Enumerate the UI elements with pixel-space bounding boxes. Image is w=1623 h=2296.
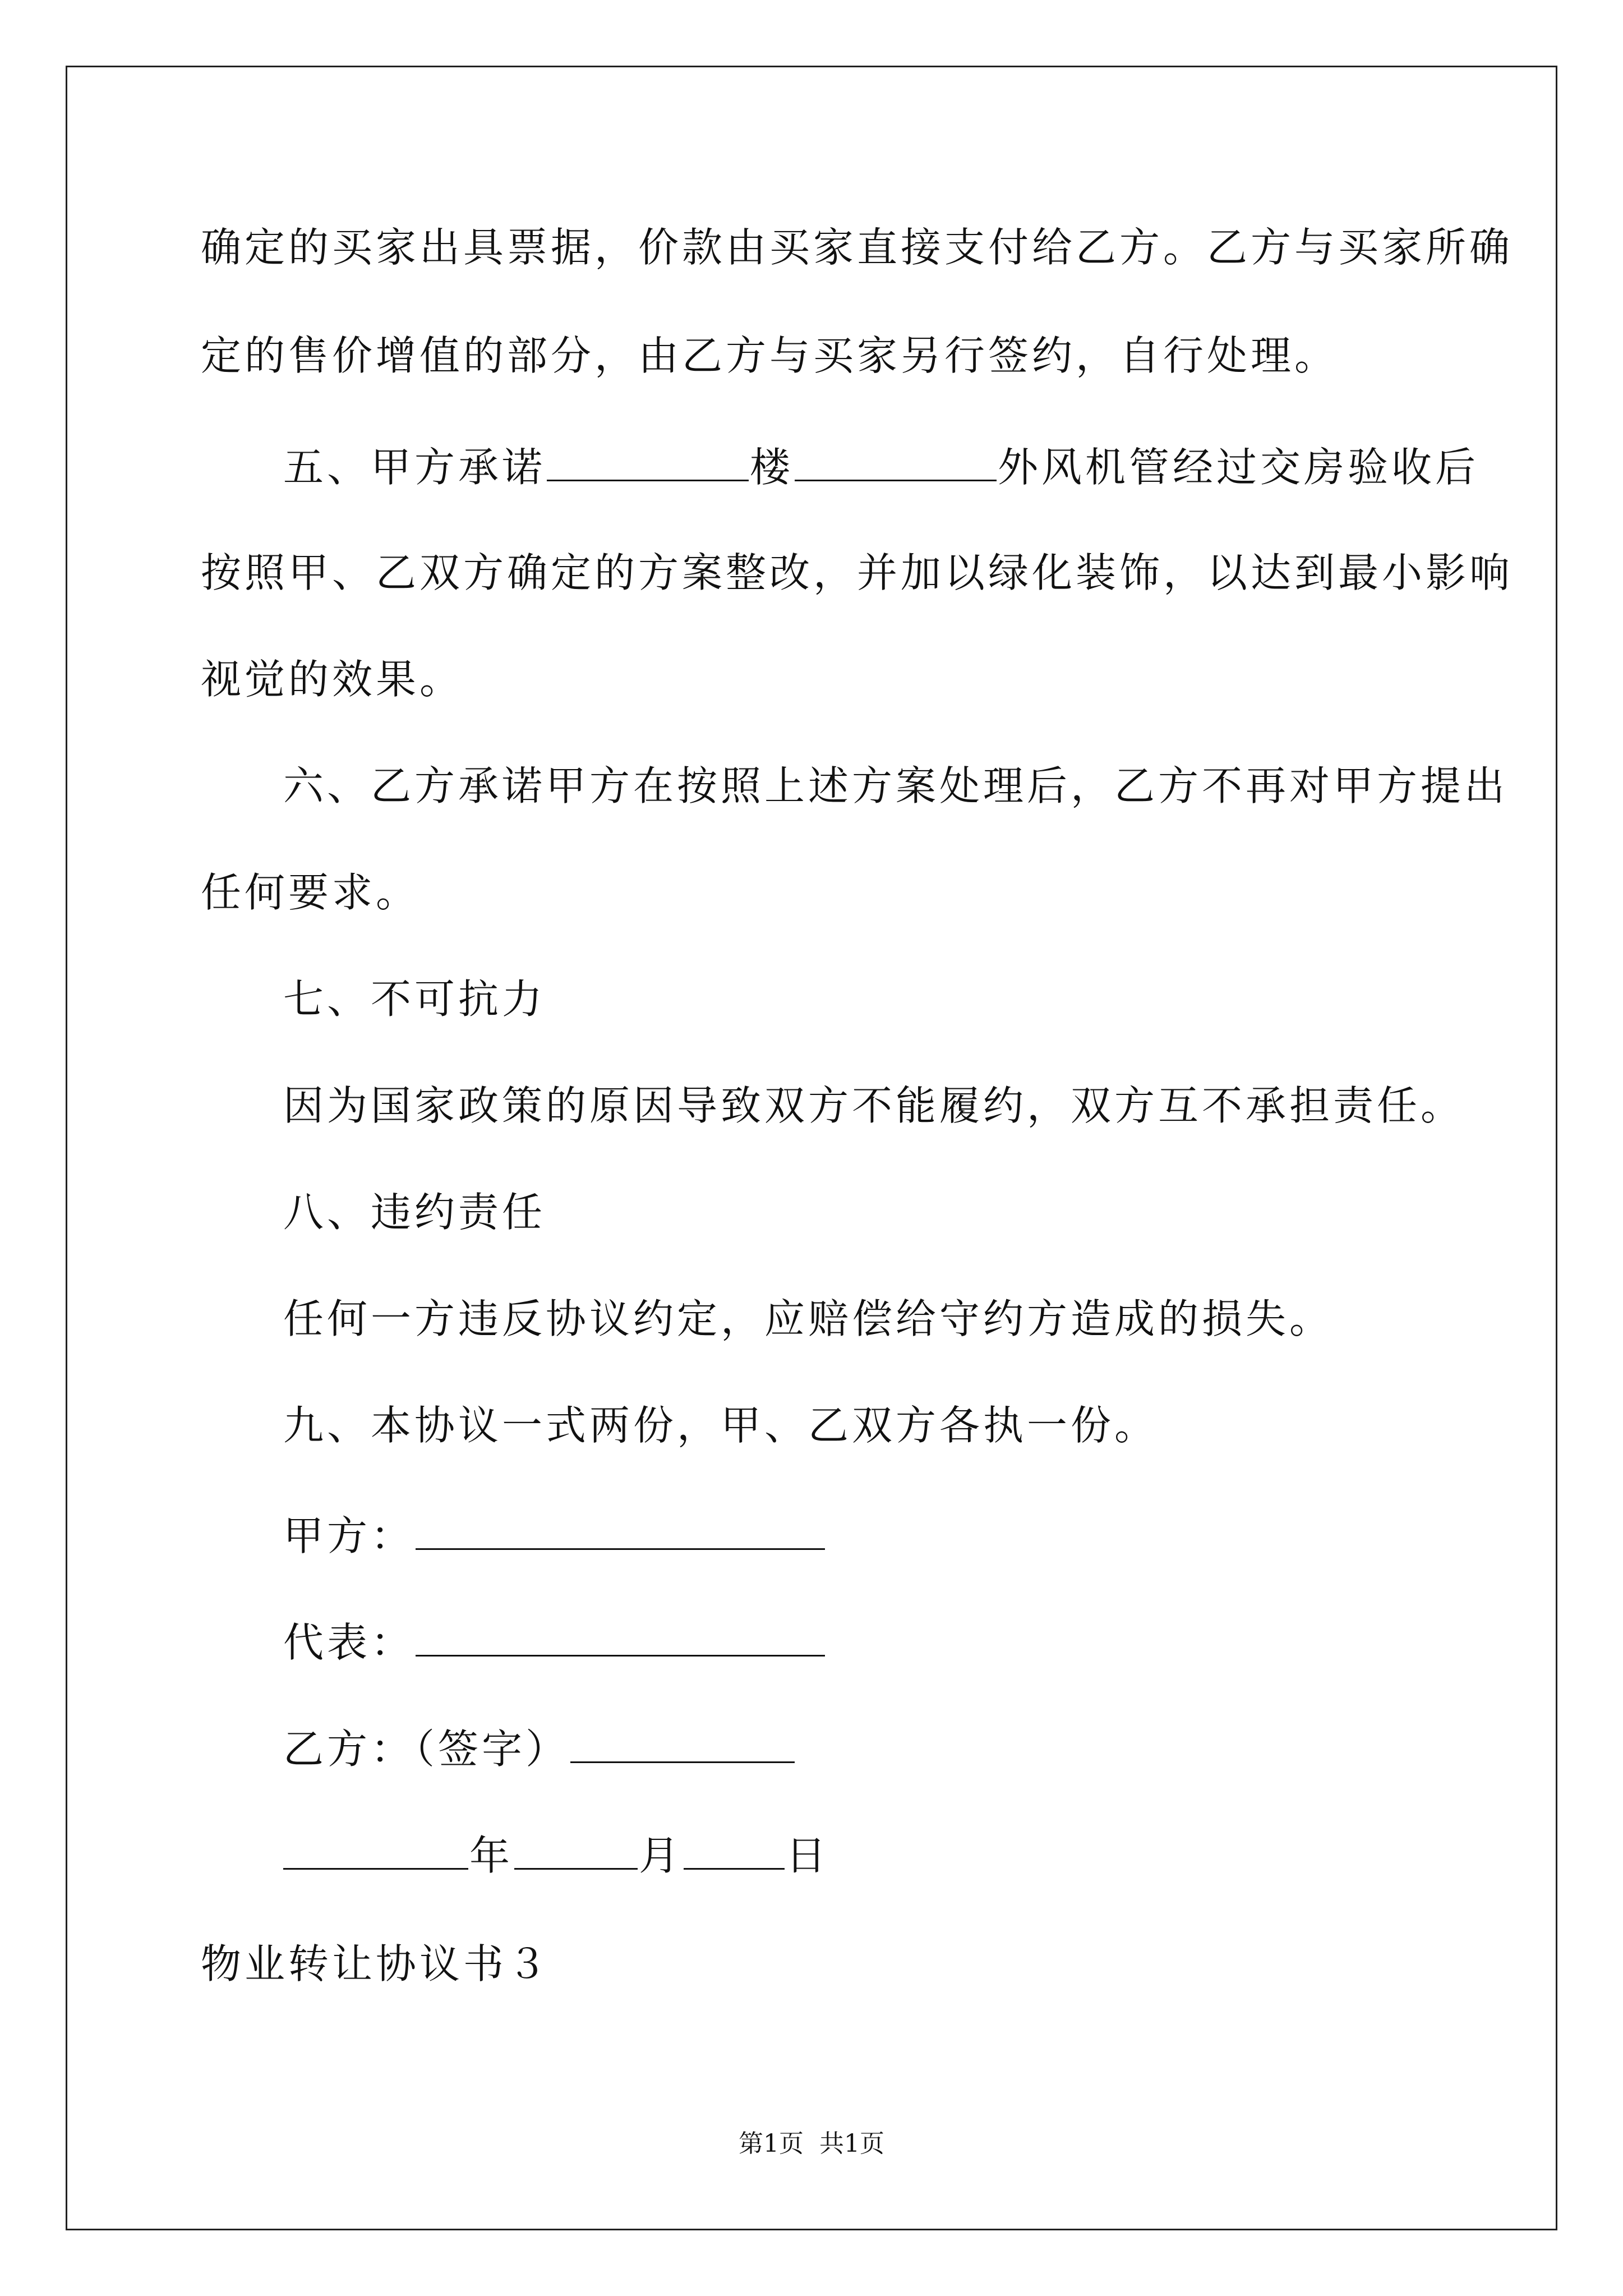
representative-blank[interactable]	[416, 1621, 825, 1657]
month-blank[interactable]	[514, 1834, 638, 1870]
body-line: 确定的买家出具票据，价款由买家直接支付给乙方。乙方与买家所确	[201, 224, 1514, 271]
date-line	[283, 1832, 830, 1879]
day-blank[interactable]	[684, 1834, 785, 1870]
party-a-blank[interactable]	[416, 1515, 825, 1550]
clause-9: 九、本协议一式两份，甲、乙双方各执一份。	[283, 1402, 1159, 1449]
body-line: 定的售价增值的部分，由乙方与买家另行签约，自行处理。	[201, 332, 1339, 379]
clause-5-middle: 楼	[750, 444, 794, 491]
clause-8-heading: 八、违约责任	[283, 1189, 546, 1236]
party-b-label: 乙方：（签字）	[283, 1726, 570, 1773]
party-a-label: 甲方：	[283, 1512, 415, 1559]
page-frame	[66, 66, 1557, 2230]
clause-6: 六、乙方承诺甲方在按照上述方案处理后，乙方不再对甲方提出	[283, 762, 1509, 809]
page-current: 第1页	[739, 2129, 804, 2158]
page-total: 共1页	[819, 2129, 884, 2158]
next-document-heading: 物业转让协议书３	[201, 1940, 551, 1987]
representative-signature-line	[283, 1619, 826, 1666]
clause-5-line	[283, 444, 1479, 491]
clause-8-text: 任何一方违反协议约定，应赔偿给守约方造成的损失。	[283, 1295, 1334, 1342]
building-blank-2[interactable]	[795, 446, 997, 481]
body-line: 视觉的效果。	[201, 656, 464, 703]
clause-5-prefix: 五、甲方承诺	[283, 444, 546, 491]
year-blank[interactable]	[283, 1834, 468, 1870]
clause-7-text: 因为国家政策的原因导致双方不能履约，双方互不承担责任。	[283, 1082, 1465, 1129]
page-footer	[0, 2129, 1623, 2158]
party-b-blank[interactable]	[570, 1728, 795, 1763]
clause-5-suffix: 外风机管经过交房验收后	[998, 444, 1479, 491]
party-b-signature-line	[283, 1726, 796, 1773]
body-line: 按照甲、乙双方确定的方案整改，并加以绿化装饰，以达到最小影响	[201, 549, 1514, 596]
party-a-signature-line	[283, 1512, 826, 1559]
representative-label: 代表：	[283, 1619, 415, 1666]
month-label: 月	[639, 1832, 683, 1879]
building-blank-1[interactable]	[547, 446, 749, 481]
day-label: 日	[786, 1832, 830, 1879]
year-label: 年	[469, 1832, 514, 1879]
body-line: 任何要求。	[201, 869, 420, 916]
clause-7-heading: 七、不可抗力	[283, 976, 546, 1023]
